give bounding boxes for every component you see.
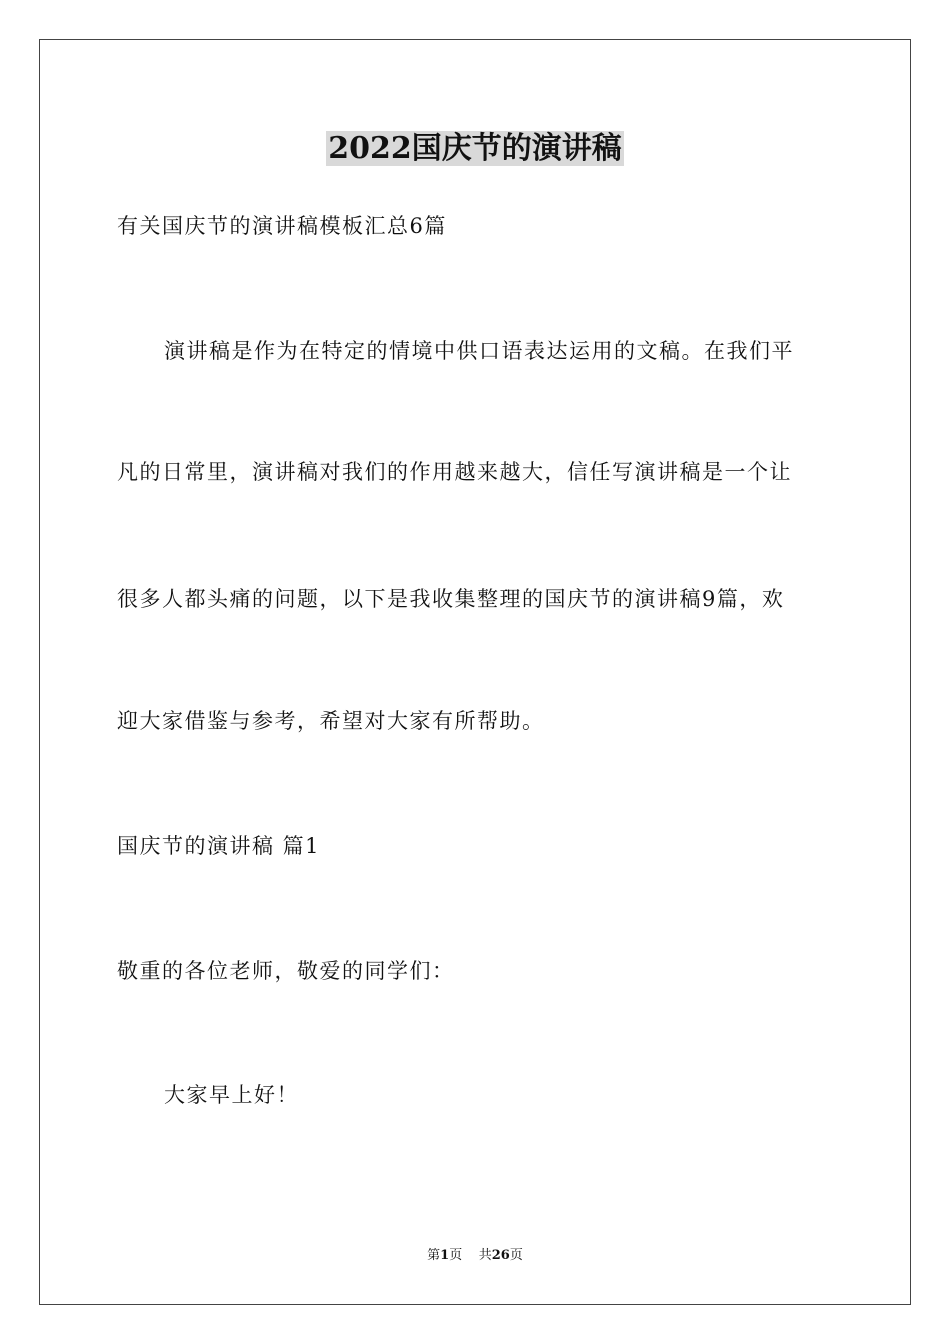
footer-total-unit: 页 (509, 1248, 523, 1263)
footer-page-number: 1 (440, 1248, 450, 1263)
title-text: 2022国庆节的演讲稿 (328, 131, 622, 166)
footer-prefix: 第 (427, 1248, 441, 1263)
subtitle-line: 有关国庆节的演讲稿模板汇总6篇 (117, 214, 447, 238)
footer-total-pages: 26 (491, 1248, 510, 1263)
section-heading: 国庆节的演讲稿 篇1 (117, 834, 321, 858)
greeting-line: 敬重的各位老师，敬爱的同学们： (117, 959, 455, 983)
paragraph-line: 很多人都头痛的问题，以下是我收集整理的国庆节的演讲稿9篇，欢 (117, 587, 785, 611)
document-title (0, 127, 950, 171)
paragraph-line: 凡的日常里，演讲稿对我们的作用越来越大，信任写演讲稿是一个让 (117, 460, 792, 484)
greeting-line: 大家早上好！ (164, 1083, 299, 1107)
paragraph-line: 迎大家借鉴与参考，希望对大家有所帮助。 (117, 709, 545, 733)
paragraph-line: 演讲稿是作为在特定的情境中供口语表达运用的文稿。在我们平 (164, 339, 794, 363)
footer-total-prefix: 共 (478, 1248, 492, 1263)
footer-page-unit: 页 (449, 1248, 463, 1263)
page-footer (0, 1246, 950, 1266)
